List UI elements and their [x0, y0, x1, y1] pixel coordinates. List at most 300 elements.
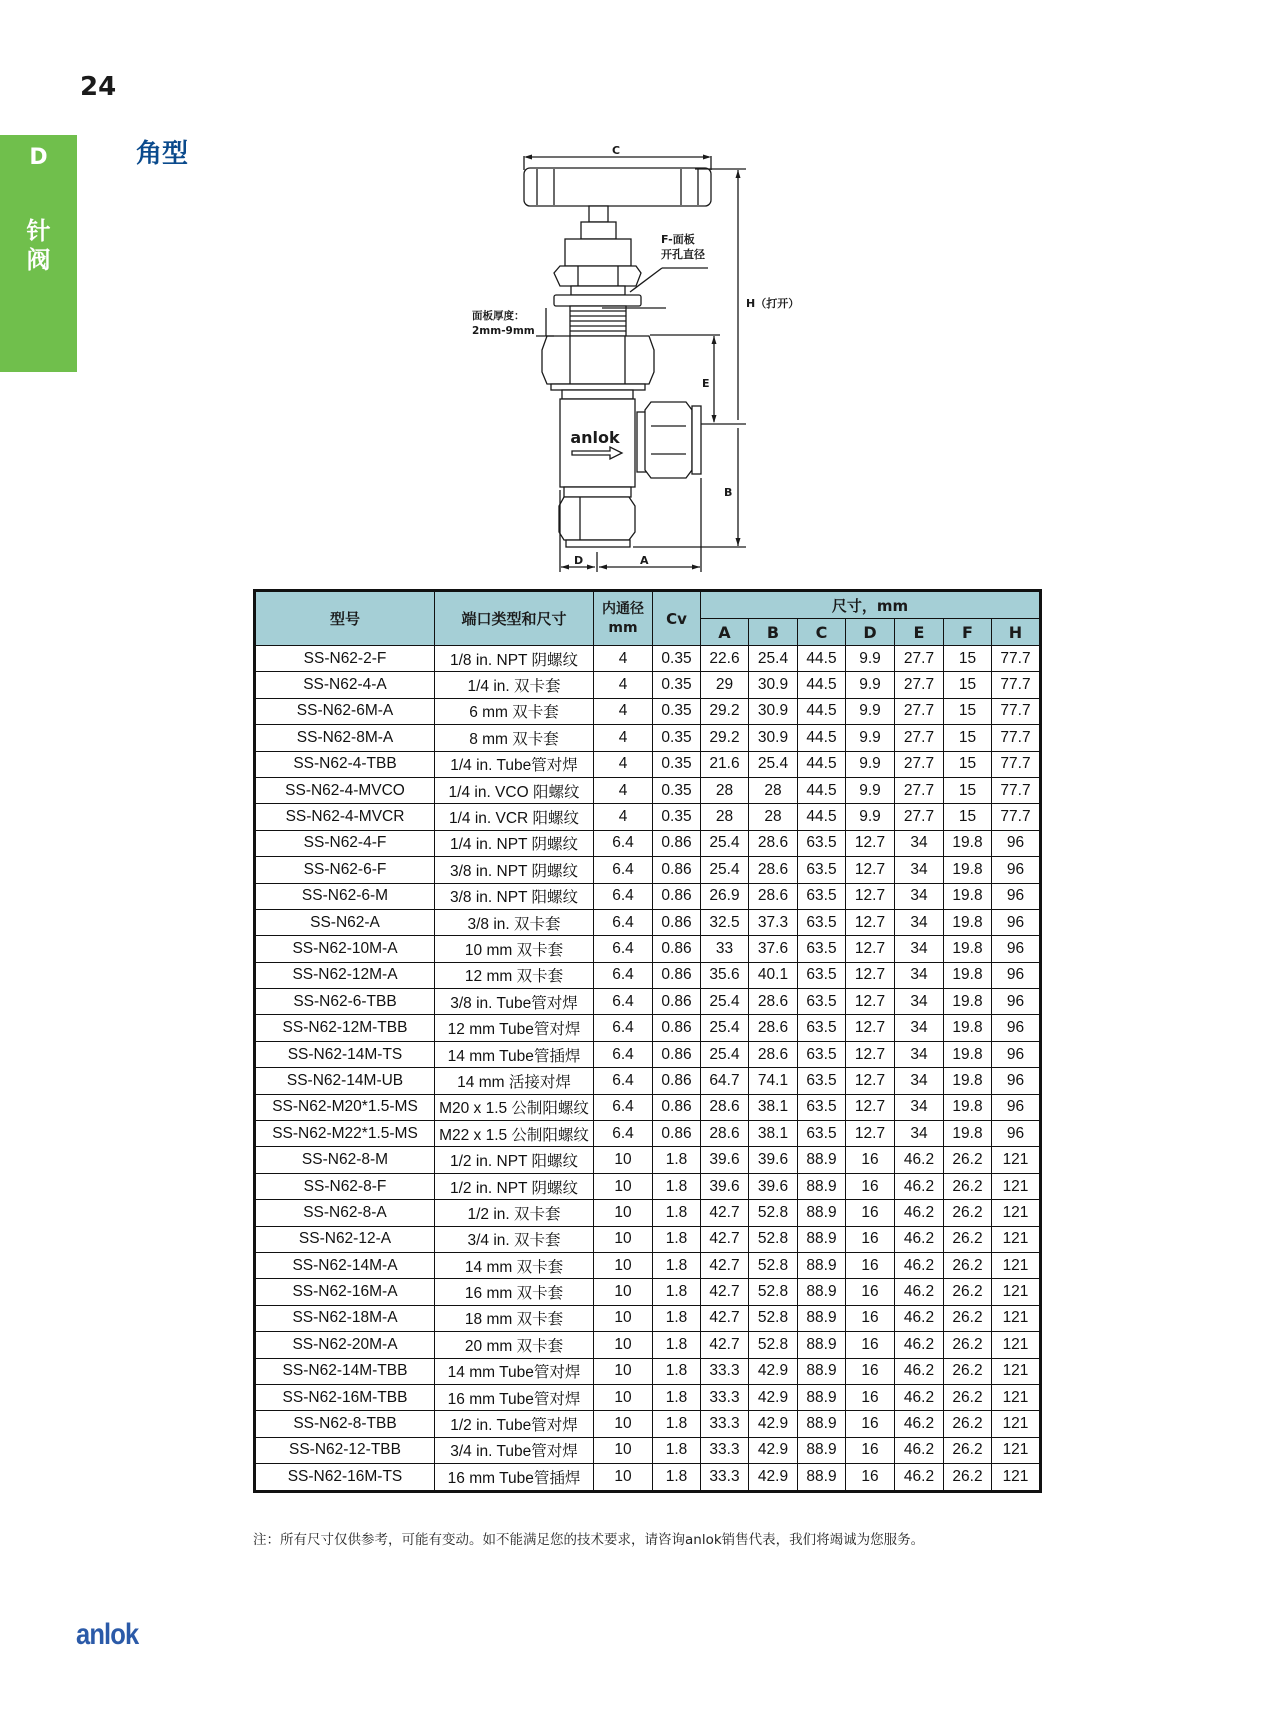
cell-port-type: 10 mm 双卡套 [435, 936, 594, 962]
table-row [255, 1384, 1041, 1410]
cell-cv: 1.8 [653, 1226, 701, 1252]
cell-model: SS-N62-20M-A [255, 1332, 435, 1358]
cell-dim-b: 30.9 [749, 725, 798, 751]
section-letter: D [29, 145, 48, 170]
cell-dim-c: 63.5 [798, 830, 846, 856]
cell-model: SS-N62-12-TBB [255, 1437, 435, 1463]
header-port: 端口类型和尺寸 [435, 591, 594, 646]
cell-bore: 10 [594, 1384, 653, 1410]
cell-cv: 1.8 [653, 1358, 701, 1384]
cell-dim-h: 96 [992, 989, 1041, 1015]
cell-port-type: 16 mm 双卡套 [435, 1279, 594, 1305]
table-row [255, 1094, 1041, 1120]
cell-dim-c: 44.5 [798, 751, 846, 777]
cell-dim-f: 26.2 [944, 1358, 992, 1384]
cell-dim-c: 44.5 [798, 646, 846, 672]
cell-cv: 0.86 [653, 857, 701, 883]
cell-cv: 1.8 [653, 1411, 701, 1437]
cell-dim-b: 42.9 [749, 1437, 798, 1463]
cell-dim-c: 63.5 [798, 962, 846, 988]
cell-cv: 1.8 [653, 1279, 701, 1305]
cell-dim-b: 52.8 [749, 1252, 798, 1278]
cell-dim-f: 19.8 [944, 883, 992, 909]
cell-cv: 1.8 [653, 1200, 701, 1226]
cell-dim-d: 16 [846, 1200, 895, 1226]
cell-dim-d: 16 [846, 1226, 895, 1252]
cell-bore: 10 [594, 1411, 653, 1437]
valve-diagram [440, 140, 840, 580]
cell-dim-h: 121 [992, 1173, 1041, 1199]
table-row [255, 1464, 1041, 1491]
cell-bore: 10 [594, 1332, 653, 1358]
cell-dim-e: 34 [895, 857, 944, 883]
cell-dim-a: 28 [701, 777, 749, 803]
table-row [255, 830, 1041, 856]
cell-dim-a: 28 [701, 804, 749, 830]
cell-dim-b: 42.9 [749, 1411, 798, 1437]
table-row [255, 751, 1041, 777]
cell-dim-f: 19.8 [944, 830, 992, 856]
table-row [255, 777, 1041, 803]
cell-dim-f: 26.2 [944, 1305, 992, 1331]
cell-dim-f: 26.2 [944, 1437, 992, 1463]
table-row [255, 1279, 1041, 1305]
cell-dim-a: 42.7 [701, 1332, 749, 1358]
cell-cv: 0.35 [653, 646, 701, 672]
cell-dim-h: 96 [992, 962, 1041, 988]
cell-model: SS-N62-14M-TBB [255, 1358, 435, 1384]
cell-dim-h: 77.7 [992, 777, 1041, 803]
cell-port-type: 14 mm Tube管插焊 [435, 1041, 594, 1067]
cell-dim-e: 46.2 [895, 1226, 944, 1252]
table-row [255, 1200, 1041, 1226]
cell-dim-e: 46.2 [895, 1200, 944, 1226]
cell-dim-f: 26.2 [944, 1332, 992, 1358]
cell-dim-a: 42.7 [701, 1305, 749, 1331]
cell-cv: 0.86 [653, 936, 701, 962]
cell-dim-h: 96 [992, 1015, 1041, 1041]
cell-cv: 0.35 [653, 672, 701, 698]
table-row [255, 1411, 1041, 1437]
cell-dim-b: 52.8 [749, 1332, 798, 1358]
cell-dim-b: 28.6 [749, 1015, 798, 1041]
cell-dim-b: 42.9 [749, 1384, 798, 1410]
cell-port-type: 3/8 in. NPT 阴螺纹 [435, 857, 594, 883]
cell-cv: 0.35 [653, 751, 701, 777]
cell-dim-a: 42.7 [701, 1279, 749, 1305]
cell-dim-d: 12.7 [846, 1068, 895, 1094]
cell-dim-d: 12.7 [846, 1121, 895, 1147]
header-dim-f: F [944, 619, 992, 646]
cell-dim-a: 33.3 [701, 1384, 749, 1410]
cell-dim-a: 21.6 [701, 751, 749, 777]
cell-dim-e: 34 [895, 1121, 944, 1147]
table-row [255, 804, 1041, 830]
cell-dim-b: 39.6 [749, 1147, 798, 1173]
cell-dim-a: 33.3 [701, 1464, 749, 1491]
table-row [255, 1041, 1041, 1067]
cell-dim-d: 9.9 [846, 646, 895, 672]
cell-bore: 4 [594, 804, 653, 830]
cell-dim-f: 15 [944, 698, 992, 724]
cell-port-type: 1/2 in. 双卡套 [435, 1200, 594, 1226]
cell-dim-a: 35.6 [701, 962, 749, 988]
cell-model: SS-N62-M22*1.5-MS [255, 1121, 435, 1147]
header-dim-d: D [846, 619, 895, 646]
cell-dim-f: 15 [944, 751, 992, 777]
cell-dim-c: 88.9 [798, 1437, 846, 1463]
table-row [255, 1147, 1041, 1173]
cell-dim-e: 34 [895, 1068, 944, 1094]
cell-model: SS-N62-8-M [255, 1147, 435, 1173]
cell-dim-h: 96 [992, 1094, 1041, 1120]
label-f-line1: F-面板 [661, 233, 695, 246]
cell-bore: 4 [594, 698, 653, 724]
cell-dim-d: 12.7 [846, 1094, 895, 1120]
cell-model: SS-N62-6-TBB [255, 989, 435, 1015]
cell-dim-a: 25.4 [701, 830, 749, 856]
label-c: C [611, 144, 621, 157]
table-row [255, 1252, 1041, 1278]
cell-port-type: 14 mm 活接对焊 [435, 1068, 594, 1094]
cell-cv: 0.86 [653, 1041, 701, 1067]
cell-model: SS-N62-12-A [255, 1226, 435, 1252]
cell-dim-e: 46.2 [895, 1358, 944, 1384]
cell-dim-c: 63.5 [798, 1015, 846, 1041]
cell-cv: 0.86 [653, 1015, 701, 1041]
cell-port-type: 3/4 in. Tube管对焊 [435, 1437, 594, 1463]
cell-dim-d: 16 [846, 1332, 895, 1358]
cell-bore: 6.4 [594, 1068, 653, 1094]
cell-bore: 10 [594, 1226, 653, 1252]
cell-dim-e: 46.2 [895, 1147, 944, 1173]
cell-dim-h: 77.7 [992, 804, 1041, 830]
cell-dim-h: 121 [992, 1200, 1041, 1226]
cell-dim-b: 28.6 [749, 989, 798, 1015]
cell-dim-h: 121 [992, 1226, 1041, 1252]
cell-dim-c: 88.9 [798, 1200, 846, 1226]
table-row [255, 672, 1041, 698]
table-row [255, 857, 1041, 883]
cell-dim-a: 29.2 [701, 725, 749, 751]
label-e: E [702, 377, 710, 390]
cell-dim-c: 44.5 [798, 804, 846, 830]
cell-model: SS-N62-2-F [255, 646, 435, 672]
cell-model: SS-N62-8M-A [255, 725, 435, 751]
label-h: H（打开） [746, 297, 800, 310]
anlok-logo: anlok [76, 1618, 139, 1651]
cell-model: SS-N62-8-TBB [255, 1411, 435, 1437]
table-row [255, 1121, 1041, 1147]
cell-port-type: 1/4 in. VCO 阳螺纹 [435, 777, 594, 803]
cell-port-type: 12 mm 双卡套 [435, 962, 594, 988]
table-row [255, 1358, 1041, 1384]
cell-dim-h: 96 [992, 1041, 1041, 1067]
cell-dim-f: 19.8 [944, 1015, 992, 1041]
cell-dim-c: 63.5 [798, 989, 846, 1015]
cell-dim-e: 27.7 [895, 804, 944, 830]
cell-port-type: 16 mm Tube管插焊 [435, 1464, 594, 1491]
table-row [255, 1226, 1041, 1252]
cell-dim-f: 19.8 [944, 1041, 992, 1067]
cell-dim-f: 15 [944, 672, 992, 698]
cell-dim-d: 12.7 [846, 883, 895, 909]
header-dim-b: B [749, 619, 798, 646]
cell-dim-e: 34 [895, 1041, 944, 1067]
table-row [255, 698, 1041, 724]
cell-bore: 10 [594, 1252, 653, 1278]
cell-dim-e: 46.2 [895, 1332, 944, 1358]
cell-dim-f: 26.2 [944, 1464, 992, 1491]
table-row [255, 1015, 1041, 1041]
cell-dim-a: 39.6 [701, 1147, 749, 1173]
table-row [255, 725, 1041, 751]
header-bore-line2: mm [608, 619, 638, 636]
cell-dim-h: 96 [992, 830, 1041, 856]
cell-cv: 0.86 [653, 1121, 701, 1147]
cell-dim-f: 15 [944, 646, 992, 672]
cell-bore: 6.4 [594, 1094, 653, 1120]
cell-cv: 1.8 [653, 1332, 701, 1358]
cell-dim-a: 22.6 [701, 646, 749, 672]
cell-model: SS-N62-10M-A [255, 936, 435, 962]
cell-cv: 1.8 [653, 1384, 701, 1410]
cell-dim-e: 27.7 [895, 698, 944, 724]
cell-port-type: 14 mm Tube管对焊 [435, 1358, 594, 1384]
cell-bore: 6.4 [594, 1041, 653, 1067]
cell-dim-b: 52.8 [749, 1226, 798, 1252]
cell-dim-h: 96 [992, 1068, 1041, 1094]
cell-dim-b: 38.1 [749, 1094, 798, 1120]
header-dimensions: 尺寸，mm [701, 591, 1041, 619]
table-row [255, 962, 1041, 988]
cell-dim-b: 30.9 [749, 672, 798, 698]
cell-dim-c: 63.5 [798, 1068, 846, 1094]
cell-dim-c: 44.5 [798, 777, 846, 803]
cell-dim-d: 12.7 [846, 830, 895, 856]
cell-port-type: 8 mm 双卡套 [435, 725, 594, 751]
cell-dim-c: 44.5 [798, 672, 846, 698]
cell-dim-e: 27.7 [895, 777, 944, 803]
cell-dim-a: 29.2 [701, 698, 749, 724]
cell-dim-c: 63.5 [798, 909, 846, 935]
cell-port-type: 1/8 in. NPT 阴螺纹 [435, 646, 594, 672]
cell-dim-f: 15 [944, 804, 992, 830]
cell-model: SS-N62-14M-TS [255, 1041, 435, 1067]
cell-dim-e: 34 [895, 909, 944, 935]
cell-cv: 1.8 [653, 1252, 701, 1278]
cell-port-type: 1/2 in. NPT 阴螺纹 [435, 1173, 594, 1199]
cell-dim-b: 39.6 [749, 1173, 798, 1199]
table-row [255, 1437, 1041, 1463]
cell-dim-c: 88.9 [798, 1464, 846, 1491]
section-name-char-1: 针 [26, 217, 51, 245]
cell-dim-d: 16 [846, 1358, 895, 1384]
cell-dim-c: 63.5 [798, 936, 846, 962]
cell-dim-f: 19.8 [944, 1121, 992, 1147]
cell-bore: 4 [594, 646, 653, 672]
cell-bore: 4 [594, 672, 653, 698]
cell-dim-h: 121 [992, 1437, 1041, 1463]
table-row [255, 1332, 1041, 1358]
cell-cv: 1.8 [653, 1147, 701, 1173]
spec-table [253, 589, 1042, 1493]
header-dim-a: A [701, 619, 749, 646]
body-logo: anlok [570, 428, 620, 447]
cell-cv: 0.86 [653, 830, 701, 856]
cell-dim-f: 15 [944, 777, 992, 803]
cell-dim-b: 28.6 [749, 1041, 798, 1067]
cell-bore: 6.4 [594, 1121, 653, 1147]
cell-dim-a: 25.4 [701, 1015, 749, 1041]
cell-port-type: 1/4 in. VCR 阳螺纹 [435, 804, 594, 830]
cell-bore: 6.4 [594, 936, 653, 962]
cell-bore: 6.4 [594, 1015, 653, 1041]
cell-dim-c: 63.5 [798, 1121, 846, 1147]
table-row [255, 989, 1041, 1015]
header-dim-h: H [992, 619, 1041, 646]
cell-dim-h: 96 [992, 936, 1041, 962]
cell-dim-b: 28 [749, 804, 798, 830]
cell-dim-f: 26.2 [944, 1252, 992, 1278]
cell-model: SS-N62-18M-A [255, 1305, 435, 1331]
cell-dim-f: 19.8 [944, 962, 992, 988]
footnote: 注：所有尺寸仅供参考，可能有变动。如不能满足您的技术要求，请咨询anlok销售代表，我们将竭诚为您服务。 [253, 1532, 925, 1548]
label-panel-thickness-line1: 面板厚度： [472, 310, 525, 322]
cell-bore: 4 [594, 725, 653, 751]
cell-model: SS-N62-8-F [255, 1173, 435, 1199]
cell-port-type: 1/2 in. Tube管对焊 [435, 1411, 594, 1437]
cell-dim-h: 77.7 [992, 725, 1041, 751]
cell-port-type: 3/8 in. Tube管对焊 [435, 989, 594, 1015]
cell-dim-h: 77.7 [992, 672, 1041, 698]
cell-dim-e: 27.7 [895, 646, 944, 672]
cell-dim-e: 46.2 [895, 1464, 944, 1491]
page-number: 24 [80, 72, 117, 102]
cell-port-type: 3/8 in. 双卡套 [435, 909, 594, 935]
cell-dim-a: 28.6 [701, 1121, 749, 1147]
cell-dim-b: 37.3 [749, 909, 798, 935]
cell-dim-h: 77.7 [992, 751, 1041, 777]
cell-model: SS-N62-A [255, 909, 435, 935]
cell-dim-b: 28 [749, 777, 798, 803]
cell-dim-d: 16 [846, 1305, 895, 1331]
valve-body [559, 399, 701, 547]
cell-dim-b: 25.4 [749, 751, 798, 777]
cell-dim-d: 9.9 [846, 751, 895, 777]
cell-dim-e: 34 [895, 989, 944, 1015]
section-side-tab [0, 135, 77, 372]
cell-port-type: 3/4 in. 双卡套 [435, 1226, 594, 1252]
cell-dim-d: 9.9 [846, 777, 895, 803]
cell-dim-h: 121 [992, 1332, 1041, 1358]
cell-dim-c: 88.9 [798, 1411, 846, 1437]
cell-model: SS-N62-6-F [255, 857, 435, 883]
cell-port-type: 6 mm 双卡套 [435, 698, 594, 724]
cell-dim-d: 9.9 [846, 725, 895, 751]
cell-dim-e: 46.2 [895, 1173, 944, 1199]
cell-dim-b: 28.6 [749, 830, 798, 856]
cell-dim-b: 30.9 [749, 698, 798, 724]
cell-dim-b: 52.8 [749, 1279, 798, 1305]
cell-port-type: 12 mm Tube管对焊 [435, 1015, 594, 1041]
label-b: B [724, 486, 733, 499]
table-row [255, 646, 1041, 672]
cell-dim-c: 88.9 [798, 1252, 846, 1278]
cell-dim-d: 16 [846, 1384, 895, 1410]
cell-dim-e: 34 [895, 883, 944, 909]
cell-bore: 4 [594, 777, 653, 803]
cell-dim-f: 19.8 [944, 936, 992, 962]
cell-dim-b: 52.8 [749, 1305, 798, 1331]
cell-dim-h: 121 [992, 1411, 1041, 1437]
cell-dim-e: 34 [895, 1094, 944, 1120]
cell-dim-a: 42.7 [701, 1226, 749, 1252]
cell-dim-h: 121 [992, 1252, 1041, 1278]
cell-port-type: 3/8 in. NPT 阳螺纹 [435, 883, 594, 909]
cell-dim-c: 88.9 [798, 1173, 846, 1199]
cell-dim-c: 88.9 [798, 1226, 846, 1252]
cell-dim-d: 12.7 [846, 962, 895, 988]
cell-dim-f: 19.8 [944, 989, 992, 1015]
cell-dim-d: 12.7 [846, 936, 895, 962]
cell-dim-b: 37.6 [749, 936, 798, 962]
cell-model: SS-N62-6M-A [255, 698, 435, 724]
header-model: 型号 [255, 591, 435, 646]
header-dim-c: C [798, 619, 846, 646]
cell-model: SS-N62-16M-TBB [255, 1384, 435, 1410]
cell-model: SS-N62-M20*1.5-MS [255, 1094, 435, 1120]
cell-port-type: 20 mm 双卡套 [435, 1332, 594, 1358]
cell-dim-e: 46.2 [895, 1384, 944, 1410]
cell-dim-a: 33.3 [701, 1411, 749, 1437]
cell-dim-a: 25.4 [701, 989, 749, 1015]
cell-cv: 0.86 [653, 1068, 701, 1094]
cell-dim-c: 63.5 [798, 883, 846, 909]
cell-bore: 10 [594, 1147, 653, 1173]
cell-cv: 1.8 [653, 1173, 701, 1199]
cell-bore: 10 [594, 1464, 653, 1491]
header-bore [594, 591, 653, 646]
cell-dim-d: 12.7 [846, 1041, 895, 1067]
cell-dim-e: 46.2 [895, 1279, 944, 1305]
cell-dim-d: 9.9 [846, 698, 895, 724]
cell-model: SS-N62-14M-UB [255, 1068, 435, 1094]
table-row [255, 1173, 1041, 1199]
cell-port-type: 1/4 in. NPT 阴螺纹 [435, 830, 594, 856]
cell-cv: 0.86 [653, 1094, 701, 1120]
cell-model: SS-N62-4-A [255, 672, 435, 698]
cell-cv: 0.35 [653, 725, 701, 751]
cell-cv: 0.35 [653, 698, 701, 724]
cell-cv: 0.86 [653, 989, 701, 1015]
cell-dim-f: 26.2 [944, 1384, 992, 1410]
header-cv: Cv [653, 591, 701, 646]
cell-dim-f: 26.2 [944, 1200, 992, 1226]
cell-dim-d: 16 [846, 1147, 895, 1173]
cell-bore: 6.4 [594, 909, 653, 935]
cell-bore: 6.4 [594, 883, 653, 909]
label-d: D [574, 554, 584, 567]
cell-model: SS-N62-12M-TBB [255, 1015, 435, 1041]
cell-cv: 0.35 [653, 777, 701, 803]
cell-dim-e: 34 [895, 936, 944, 962]
cell-bore: 10 [594, 1358, 653, 1384]
cell-port-type: 1/4 in. Tube管对焊 [435, 751, 594, 777]
cell-dim-e: 34 [895, 1015, 944, 1041]
cell-port-type: 1/4 in. 双卡套 [435, 672, 594, 698]
cell-dim-h: 121 [992, 1464, 1041, 1491]
